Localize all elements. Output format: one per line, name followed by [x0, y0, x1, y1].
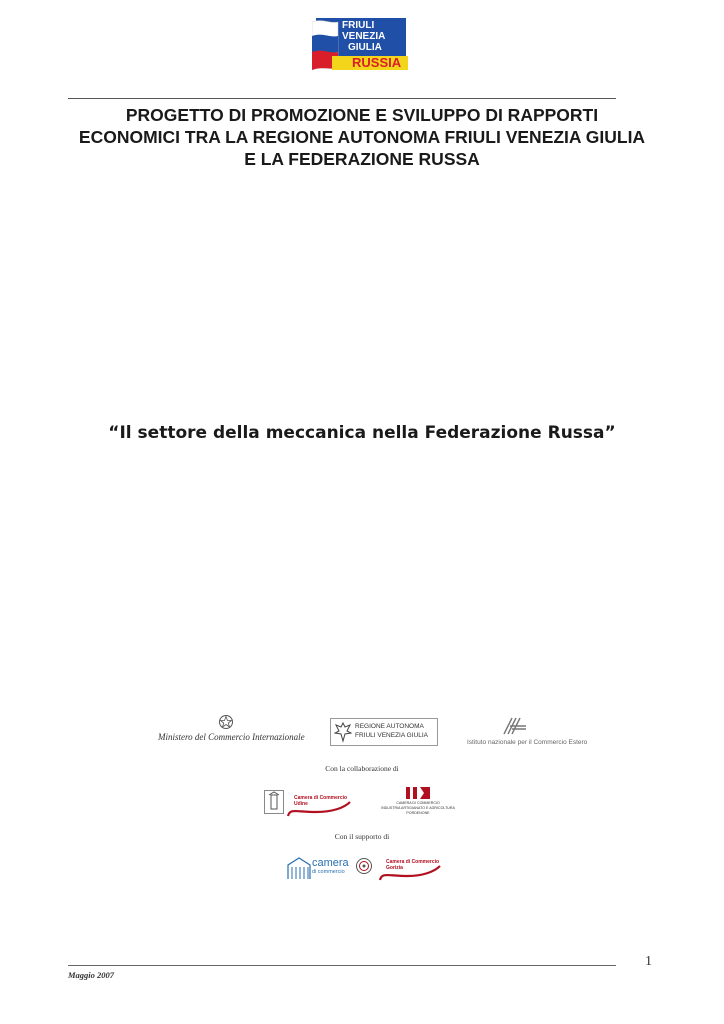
udine-line-2: Udine — [294, 801, 308, 807]
page-number: 1 — [645, 954, 652, 969]
logo-text-russia: RUSSIA — [352, 55, 402, 70]
title-line-1: PROGETTO DI PROMOZIONE E SVILUPPO DI RAPPORTI — [125, 105, 599, 125]
gorizia-swoosh-icon — [378, 864, 442, 887]
footer-rule — [68, 965, 616, 966]
ice-logo-text: Istituto nazionale per il Commercio Estero — [467, 739, 588, 746]
header-rule — [68, 98, 616, 99]
trieste-building-icon — [286, 855, 312, 886]
footer-date: Maggio 2007 — [68, 970, 115, 980]
gorizia-line-2: Gorizia — [386, 865, 403, 871]
pordenone-line-2: INDUSTRIA ARTIGIANATO E AGRICOLTURA — [381, 806, 455, 810]
ministero-logo-text: Ministero del Commercio Internazionale — [158, 732, 305, 742]
supporto-label: Con il supporto di — [334, 832, 390, 841]
udine-line-1: Camera di Commercio — [294, 795, 348, 801]
document-subtitle: “Il settore della meccanica nella Federazione Russa” — [108, 423, 616, 443]
regione-eagle-icon — [334, 721, 352, 743]
gorizia-line-1: Camera di Commercio — [386, 859, 440, 865]
udine-swoosh-icon — [286, 800, 352, 823]
regione-line-2: FRIULI VENEZIA GIULIA — [355, 732, 428, 739]
regione-logo — [330, 718, 438, 746]
logo-text-venezia: VENEZIA — [342, 31, 386, 42]
title-line-3: E LA FEDERAZIONE RUSSA — [244, 149, 480, 169]
gorizia-seal-icon — [355, 857, 373, 880]
friuli-russia-logo — [312, 16, 410, 72]
pordenone-line-3: PORDENONE — [406, 811, 430, 815]
title-line-2: ECONOMICI TRA LA REGIONE AUTONOMA FRIULI VENEZIA GIULIA — [78, 127, 646, 147]
document-title — [60, 104, 664, 170]
trieste-line-2: di commercio — [312, 869, 345, 875]
logo-text-friuli: FRIULI — [342, 20, 375, 31]
pordenone-line-1: CAMERA DI COMMERCIO — [396, 801, 440, 805]
logo-text-giulia: GIULIA — [348, 42, 382, 53]
regione-line-1: REGIONE AUTONOMA — [355, 723, 424, 730]
trieste-line-1: camera — [312, 857, 349, 869]
udine-emblem-icon — [264, 790, 284, 814]
collaborazione-label: Con la collaborazione di — [325, 764, 399, 773]
ice-logo-icon — [500, 716, 528, 741]
